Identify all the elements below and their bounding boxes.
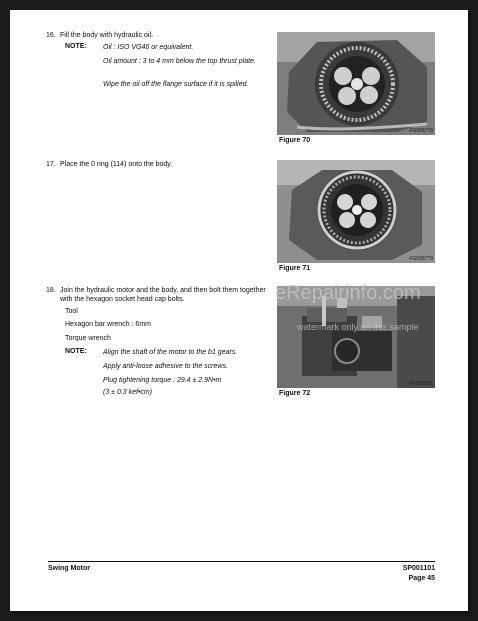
note-line: Plug tightening torque : 29.4 ± 2.9N•m: [103, 377, 222, 384]
manual-page: [10, 10, 468, 611]
figure-70-caption: Figure 70: [279, 137, 311, 144]
step-number: 17.: [46, 161, 56, 168]
step-text: Join the hydraulic motor and the body, and then bolt them together with the hexagon socket head cap bolts.: [60, 287, 266, 303]
watermark-site: eRepairinfo.com: [275, 282, 421, 304]
note-line: Align the shaft of the motor to the b1 gears.: [103, 349, 238, 356]
footer-divider: [48, 561, 435, 562]
step-number: 16.: [46, 32, 56, 39]
note-line: (3 ± 0.3 kef•cm): [103, 389, 153, 396]
note-line: Wipe the oil off the flange surface if it is spilled.: [103, 81, 249, 88]
step-text: Fill the body with hydraulic oil.: [60, 32, 153, 39]
figure-code: FG008778: [409, 128, 433, 134]
step-text: Place the 0 ring (114) onto the body.: [60, 161, 173, 168]
note-label: NOTE:: [65, 348, 87, 355]
figure-71-caption: Figure 71: [279, 265, 311, 272]
gear-body-image: [277, 160, 435, 263]
note-line: Oil : ISO VG46 or equivalent.: [103, 44, 194, 51]
watermark-note: watermark only on this sample: [297, 322, 419, 332]
note-line: Apply anti-loose adhesive to the screws.: [103, 363, 228, 370]
tool-heading: Tool: [65, 308, 78, 315]
figure-code: FG008781: [409, 381, 433, 387]
note-label: NOTE:: [65, 43, 87, 50]
footer-page-number: Page 45: [408, 575, 435, 582]
figure-71-photo: [277, 160, 435, 263]
figure-72-caption: Figure 72: [279, 390, 311, 397]
tool-item: Torque wrench: [65, 335, 111, 342]
footer-section: Swing Motor: [48, 565, 90, 572]
figure-70-photo: [277, 32, 435, 135]
figure-code: FG008779: [409, 256, 433, 262]
gear-assembly-image: [277, 32, 435, 135]
note-line: Oil amount : 3 to 4 mm below the top thrust plate.: [103, 58, 256, 65]
step-number: 18.: [46, 287, 56, 294]
footer-doc-number: SP001101: [402, 565, 435, 572]
tool-item: Hexagon bar wrench : 6mm: [65, 321, 151, 328]
